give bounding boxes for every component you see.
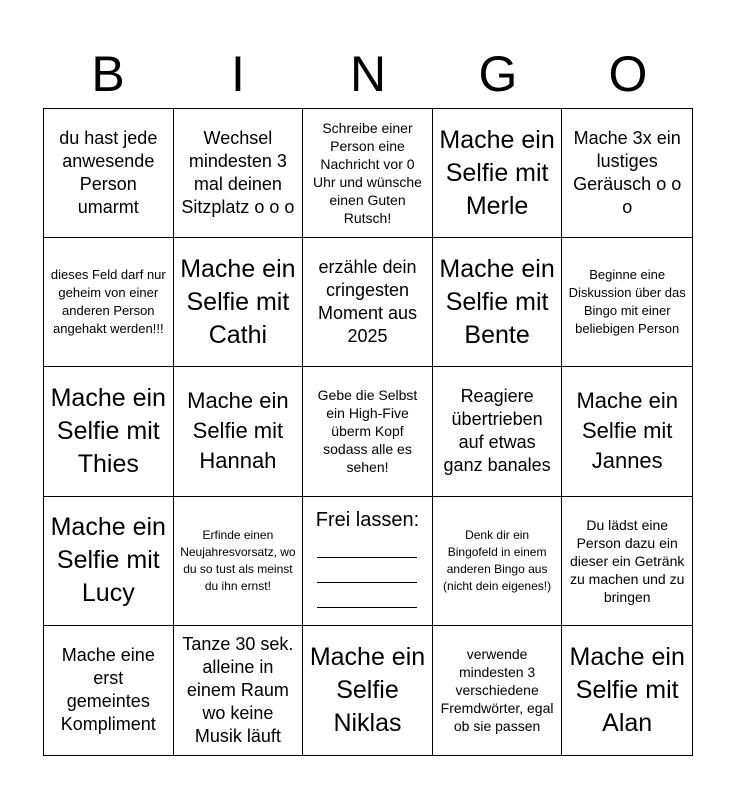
bingo-cell[interactable]: Mache 3x ein lustiges Geräusch o o o	[562, 109, 692, 238]
bingo-cell[interactable]: Mache ein Selfie mit Lucy	[44, 497, 174, 626]
bingo-cell[interactable]: Mache ein Selfie mit Bente	[433, 238, 563, 367]
header-letter-i: I	[231, 46, 245, 102]
bingo-cell[interactable]: Wechsel mindesten 3 mal deinen Sitzplatz o o o	[174, 109, 304, 238]
bingo-cell[interactable]: dieses Feld darf nur geheim von einer anderen Person angehakt werden!!!	[44, 238, 174, 367]
bingo-cell[interactable]: erzähle dein cringesten Moment aus 2025	[303, 238, 433, 367]
bingo-cell[interactable]: Beginne eine Diskussion über das Bingo mit einer beliebigen Person	[562, 238, 692, 367]
bingo-cell[interactable]: Mache ein Selfie Niklas	[303, 626, 433, 755]
header-letter-n: N	[349, 46, 387, 102]
free-cell-label: Frei lassen:	[315, 508, 420, 531]
bingo-cell[interactable]: Mache ein Selfie mit Hannah	[174, 367, 304, 496]
bingo-cell[interactable]: Schreibe einer Person eine Nachricht vor 0 Uhr und wünsche einen Guten Rutsch!	[303, 109, 433, 238]
bingo-cell[interactable]: Gebe die Selbst ein High-Five überm Kopf sodass alle es sehen!	[303, 367, 433, 496]
header-letter-g: G	[478, 46, 518, 102]
bingo-cell[interactable]: Erfinde einen Neujahresvorsatz, wo du so tust als meinst du ihn ernst!	[174, 497, 304, 626]
free-cell-line	[317, 537, 417, 558]
header-letter-o: O	[608, 46, 648, 102]
bingo-cell[interactable]: Mache ein Selfie mit Thies	[44, 367, 174, 496]
bingo-cell[interactable]: Denk dir ein Bingofeld in einem anderen Bingo aus (nicht dein eigenes!)	[433, 497, 563, 626]
bingo-header	[43, 40, 693, 108]
bingo-cell[interactable]: Tanze 30 sek. alleine in einem Raum wo keine Musik läuft	[174, 626, 304, 755]
bingo-cell[interactable]: Mache ein Selfie mit Cathi	[174, 238, 304, 367]
bingo-cell[interactable]: du hast jede anwesende Person umarmt	[44, 109, 174, 238]
bingo-cell[interactable]: Mache ein Selfie mit Jannes	[562, 367, 692, 496]
bingo-cell[interactable]: Reagiere übertrieben auf etwas ganz banales	[433, 367, 563, 496]
bingo-cell[interactable]: Du lädst eine Person dazu ein dieser ein Getränk zu machen und zu bringen	[562, 497, 692, 626]
header-letter-b: B	[91, 46, 125, 102]
free-cell[interactable]	[303, 497, 433, 626]
free-cell-line	[317, 587, 417, 608]
free-cell-line	[317, 562, 417, 583]
bingo-cell[interactable]: Mache ein Selfie mit Alan	[569, 642, 685, 737]
bingo-cell[interactable]: Mache ein Selfie mit Merle	[433, 109, 563, 238]
bingo-cell[interactable]: verwende mindesten 3 verschiedene Fremdwörter, egal ob sie passen	[433, 626, 563, 755]
bingo-cell[interactable]: Mache eine erst gemeintes Kompliment	[44, 626, 174, 755]
bingo-grid	[43, 108, 693, 756]
